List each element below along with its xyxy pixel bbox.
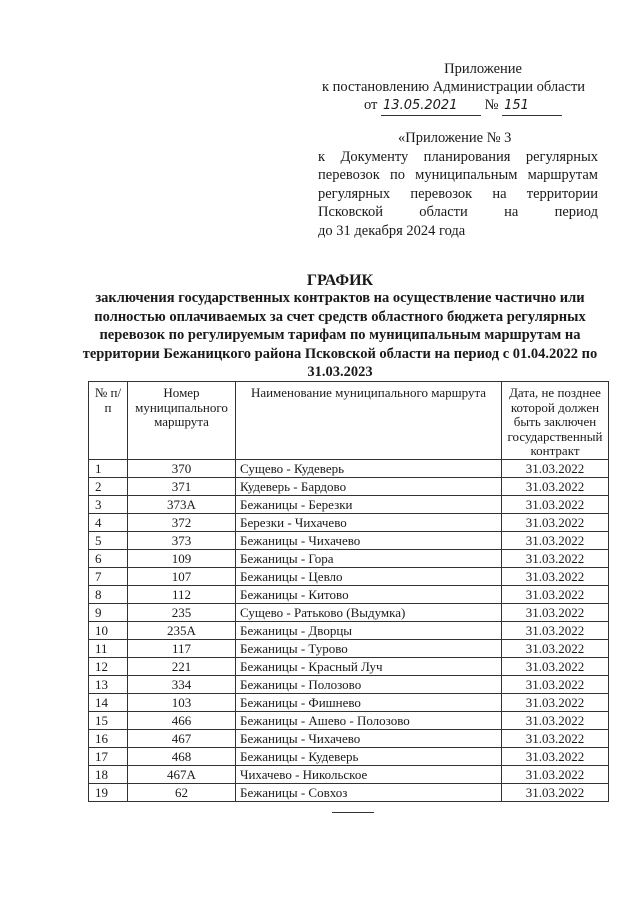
- appendix3-line: Псковской области на период: [318, 204, 598, 220]
- cell-route-name: Бежаницы - Ашево - Полозово: [236, 711, 502, 729]
- cell-index: 19: [89, 783, 128, 801]
- cell-route-number: 372: [128, 513, 236, 531]
- cell-route-number: 467: [128, 729, 236, 747]
- cell-contract-date: 31.03.2022: [502, 495, 609, 513]
- cell-index: 2: [89, 477, 128, 495]
- cell-route-name: Бежаницы - Гора: [236, 549, 502, 567]
- cell-index: 5: [89, 531, 128, 549]
- cell-index: 1: [89, 459, 128, 477]
- cell-route-name: Бежаницы - Китово: [236, 585, 502, 603]
- cell-contract-date: 31.03.2022: [502, 783, 609, 801]
- number-sign: №: [484, 97, 499, 113]
- appendix-title: Приложение: [444, 61, 522, 77]
- cell-route-name: Бежаницы - Чихачево: [236, 531, 502, 549]
- cell-index: 4: [89, 513, 128, 531]
- cell-index: 7: [89, 567, 128, 585]
- table-row: [89, 459, 609, 477]
- cell-contract-date: 31.03.2022: [502, 585, 609, 603]
- cell-index: 13: [89, 675, 128, 693]
- cell-contract-date: 31.03.2022: [502, 567, 609, 585]
- schedule-table: [88, 381, 609, 802]
- appendix3-line: перевозок по муниципальным маршрутам: [318, 167, 598, 183]
- cell-contract-date: 31.03.2022: [502, 531, 609, 549]
- table-row: [89, 567, 609, 585]
- appendix3-block: [318, 129, 598, 240]
- table-row: [89, 477, 609, 495]
- cell-contract-date: 31.03.2022: [502, 639, 609, 657]
- document-subtitle: заключения государственных контрактов на осуществление частично или полностью оплачиваемых за счет средств областного бюджета регулярных перевозок по регулируемым тарифам по муниципальным маршрутам на территории Бежаницкого района Псковской области на период с 01.04.2022 по 31.03.2023: [82, 290, 598, 380]
- appendix-dateline: [364, 96, 602, 116]
- appendix3-line: регулярных перевозок на территории: [318, 185, 598, 202]
- cell-route-number: 62: [128, 783, 236, 801]
- appendix3-line: к Документу планирования регулярных: [318, 148, 598, 165]
- cell-index: 18: [89, 765, 128, 783]
- header-route-number: Номер муниципального маршрута: [128, 382, 236, 460]
- header-contract-date: Дата, не позднее которой должен быть заключен государственный контракт: [502, 382, 609, 460]
- cell-contract-date: 31.03.2022: [502, 765, 609, 783]
- table-row: [89, 621, 609, 639]
- cell-route-name: Кудеверь - Бардово: [236, 477, 502, 495]
- cell-route-number: 235А: [128, 621, 236, 639]
- cell-route-number: 109: [128, 549, 236, 567]
- table-header-row: [89, 382, 609, 460]
- cell-contract-date: 31.03.2022: [502, 549, 609, 567]
- cell-route-name: Бежаницы - Красный Луч: [236, 657, 502, 675]
- cell-route-name: Березки - Чихачево: [236, 513, 502, 531]
- cell-contract-date: 31.03.2022: [502, 729, 609, 747]
- table-row: [89, 603, 609, 621]
- cell-route-number: 117: [128, 639, 236, 657]
- appendix3-head: «Приложение № 3: [398, 130, 512, 146]
- cell-contract-date: 31.03.2022: [502, 711, 609, 729]
- cell-route-number: 468: [128, 747, 236, 765]
- table-row: [89, 657, 609, 675]
- header-index: № п/п: [89, 382, 128, 460]
- cell-index: 16: [89, 729, 128, 747]
- table-row: [89, 513, 609, 531]
- cell-index: 8: [89, 585, 128, 603]
- cell-route-number: 103: [128, 693, 236, 711]
- cell-route-name: Бежаницы - Совхоз: [236, 783, 502, 801]
- cell-contract-date: 31.03.2022: [502, 657, 609, 675]
- cell-contract-date: 31.03.2022: [502, 459, 609, 477]
- cell-route-number: 370: [128, 459, 236, 477]
- cell-route-number: 221: [128, 657, 236, 675]
- cell-route-number: 373: [128, 531, 236, 549]
- appendix-resolution: к постановлению Администрации области: [322, 79, 586, 95]
- cell-route-name: Бежаницы - Фишнево: [236, 693, 502, 711]
- cell-contract-date: 31.03.2022: [502, 675, 609, 693]
- table-row: [89, 747, 609, 765]
- cell-index: 14: [89, 693, 128, 711]
- cell-index: 17: [89, 747, 128, 765]
- header-route-name: Наименование муниципального маршрута: [236, 382, 502, 460]
- cell-index: 11: [89, 639, 128, 657]
- cell-contract-date: 31.03.2022: [502, 513, 609, 531]
- cell-index: 6: [89, 549, 128, 567]
- handwritten-date: 13.05.2021: [381, 97, 481, 116]
- cell-route-name: Бежаницы - Полозово: [236, 675, 502, 693]
- appendix-block: [322, 60, 602, 116]
- table-row: [89, 729, 609, 747]
- cell-route-name: Бежаницы - Чихачево: [236, 729, 502, 747]
- table-row: [89, 585, 609, 603]
- cell-route-name: Сущево - Кудеверь: [236, 459, 502, 477]
- date-prefix: от: [364, 97, 378, 113]
- table-body: [89, 459, 609, 801]
- cell-route-number: 466: [128, 711, 236, 729]
- table-row: [89, 783, 609, 801]
- cell-route-number: 112: [128, 585, 236, 603]
- handwritten-number: 151: [502, 97, 562, 116]
- cell-index: 10: [89, 621, 128, 639]
- table-row: [89, 711, 609, 729]
- cell-index: 3: [89, 495, 128, 513]
- cell-route-number: 235: [128, 603, 236, 621]
- cell-contract-date: 31.03.2022: [502, 693, 609, 711]
- table-row: [89, 765, 609, 783]
- cell-route-number: 371: [128, 477, 236, 495]
- cell-route-name: Бежаницы - Кудеверь: [236, 747, 502, 765]
- divider: [332, 812, 374, 813]
- cell-contract-date: 31.03.2022: [502, 621, 609, 639]
- table-row: [89, 531, 609, 549]
- table-row: [89, 639, 609, 657]
- cell-route-name: Бежаницы - Турово: [236, 639, 502, 657]
- cell-route-number: 334: [128, 675, 236, 693]
- cell-route-name: Бежаницы - Дворцы: [236, 621, 502, 639]
- cell-route-name: Бежаницы - Березки: [236, 495, 502, 513]
- document-title: ГРАФИК: [306, 272, 374, 289]
- cell-index: 15: [89, 711, 128, 729]
- cell-index: 12: [89, 657, 128, 675]
- appendix3-line: до 31 декабря 2024 года: [318, 222, 466, 239]
- cell-index: 9: [89, 603, 128, 621]
- cell-contract-date: 31.03.2022: [502, 477, 609, 495]
- cell-route-name: Чихачево - Никольское: [236, 765, 502, 783]
- table-row: [89, 693, 609, 711]
- cell-contract-date: 31.03.2022: [502, 603, 609, 621]
- table-row: [89, 495, 609, 513]
- cell-route-number: 373А: [128, 495, 236, 513]
- cell-route-number: 467А: [128, 765, 236, 783]
- cell-route-name: Бежаницы - Цевло: [236, 567, 502, 585]
- cell-route-name: Сущево - Ратьково (Выдумка): [236, 603, 502, 621]
- cell-route-number: 107: [128, 567, 236, 585]
- cell-contract-date: 31.03.2022: [502, 747, 609, 765]
- table-row: [89, 675, 609, 693]
- table-row: [89, 549, 609, 567]
